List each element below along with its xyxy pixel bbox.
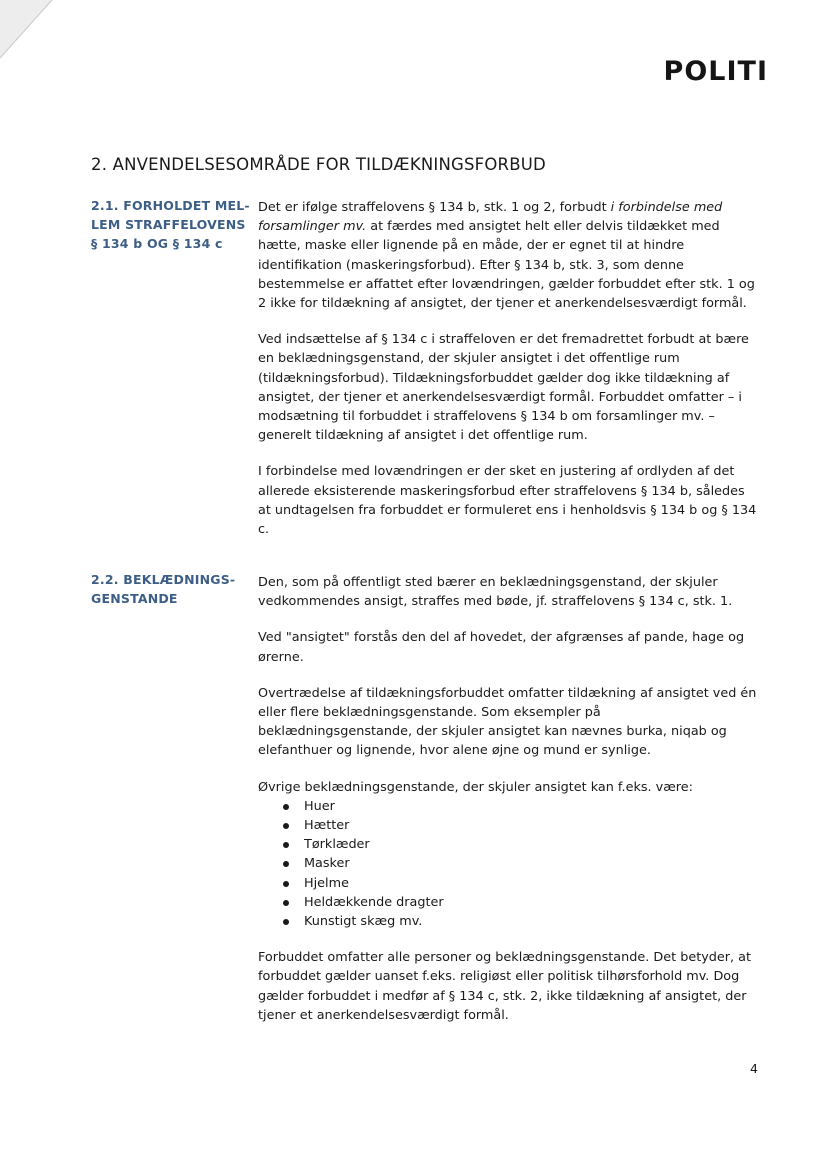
- folded-corner-icon: [0, 0, 60, 62]
- list-intro: Øvrige beklædningsgenstande, der skjuler ansigtet kan f.eks. være:: [258, 779, 693, 795]
- list-item: Tørklæder: [258, 835, 758, 854]
- list-item: Hjelme: [258, 874, 758, 893]
- heading-line: 2.2. BEKLÆDNINGS-: [91, 572, 236, 587]
- heading-line: 2.1. FORHOLDET MEL-: [91, 198, 250, 213]
- paragraph: Ved indsættelse af § 134 c i straffeloven er det fremadrettet forbudt at bære en beklædningsgenstand, der skjuler ansigtet i det offentlige rum (tildækningsforbud). Tildækningsforbuddet gælder dog ikke tildækning af ansigtet, der tjener et anerkendelsesværdigt formål. Forbuddet omfatter – i modsætning til forbuddet i straffelovens § 134 b om forsamlinger mv. – generelt tildækning af ansigtet i det offentlige rum.: [258, 332, 749, 444]
- heading-line: § 134 b OG § 134 c: [91, 236, 223, 251]
- page-number: 4: [750, 1061, 758, 1076]
- paragraph: Ved "ansigtet" forstås den del af hovedet, der afgrænses af pande, hage og ørerne.: [258, 630, 745, 665]
- paragraph: Den, som på offentligt sted bærer en beklædningsgenstand, der skjuler vedkommendes ansigt, straffes med bøde, jf. straffelovens § 134 c, stk. 1.: [258, 575, 733, 610]
- garment-list: [258, 797, 758, 931]
- subsection-body-2-1: [258, 198, 758, 556]
- list-item: Heldækkende dragter: [258, 893, 758, 912]
- paragraph: Overtrædelse af tildækningsforbuddet omfatter tildækning af ansigtet ved én eller flere beklædningsgenstande. Som eksempler på beklædningsgenstande, der skjuler ansigtet kan nævnes burka, niqab og elefanthuer og lignende, hvor alene øjne og mund er synlige.: [258, 685, 757, 759]
- paragraph: Forbuddet omfatter alle personer og beklædningsgenstande. Det betyder, at forbuddet gælder uanset f.eks. religiøst eller politisk tilhørsforhold mv. Dog gælder forbuddet i medfør af § 134 c, stk. 2, ikke tildækning af ansigtet, der tjener et anerkendelsesværdigt formål.: [258, 950, 752, 1023]
- list-item: Kunstigt skæg mv.: [258, 912, 758, 931]
- list-item: Huer: [258, 797, 758, 816]
- paragraph-text: at færdes med ansigtet helt eller delvis tildækket med hætte, maske eller lignende på en måde, der er egnet til at hindre identifikation (maskeringsforbud). Efter § 134 b, stk. 3, som denne bestemmelse er affattet efter lovændringen, gælder forbuddet efter stk. 1 og 2 ikke for tildækning af ansigtet, der tjener et anerkendelsesværdigt formål.: [258, 219, 755, 312]
- politi-logo: POLITI: [663, 56, 768, 87]
- subsection-heading-2-1: [91, 196, 256, 253]
- list-item: Masker: [258, 854, 758, 873]
- paragraph: [258, 198, 758, 313]
- paragraph: I forbindelse med lovændringen er der sket en justering af ordlyden af det allerede eksisterende maskeringsforbud efter straffelovens § 134 b, således at undtagelsen fra forbuddet er formuleret ens i henholdsvis § 134 b og § 134 c.: [258, 464, 757, 538]
- list-item: Hætter: [258, 816, 758, 835]
- paragraph-emphasis: i forbindelse med forsamlinger mv.: [258, 200, 723, 235]
- section-title: 2. ANVENDELSESOMRÅDE FOR TILDÆKNINGSFORBUD: [91, 155, 546, 174]
- heading-line: LEM STRAFFELOVENS: [91, 217, 246, 232]
- subsection-body-2-2: [258, 573, 758, 1042]
- heading-line: GENSTANDE: [91, 591, 178, 606]
- subsection-heading-2-2: [91, 570, 256, 608]
- paragraph-text: Det er ifølge straffelovens § 134 b, stk. 1 og 2, forbudt: [258, 200, 611, 215]
